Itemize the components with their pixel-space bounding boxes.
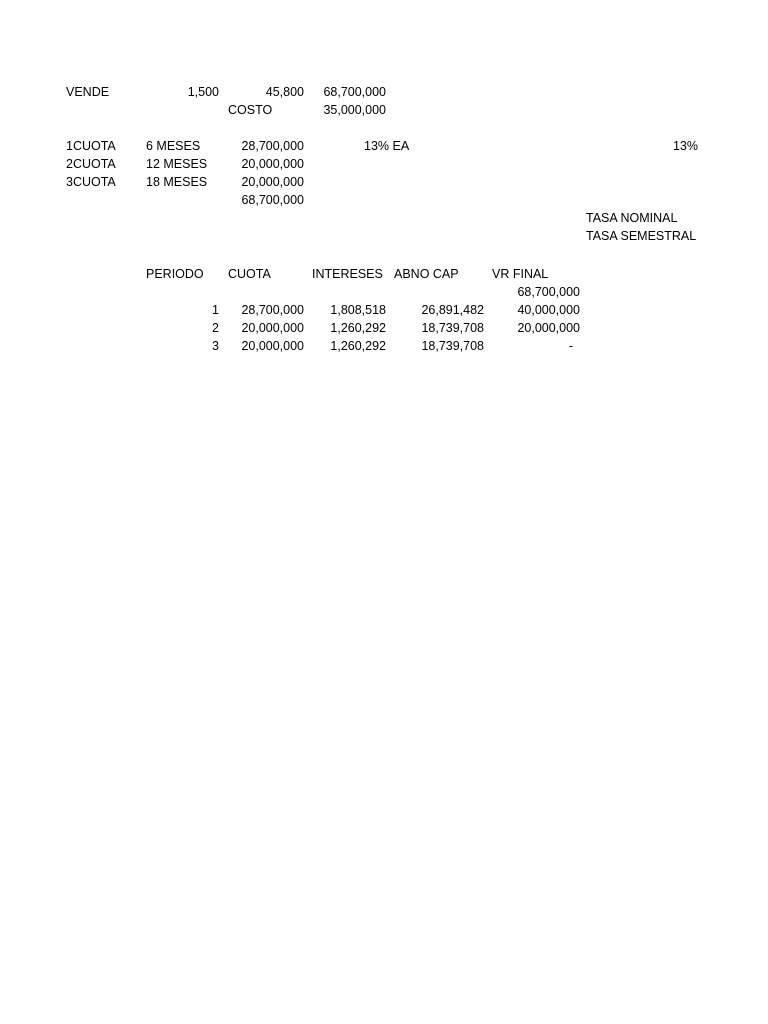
- table-cell-periodo: 2: [212, 321, 219, 335]
- costo-label: COSTO: [228, 103, 273, 117]
- tasa-semestral-label: TASA SEMESTRAL: [586, 229, 697, 243]
- installment-amount: 28,700,000: [241, 139, 304, 153]
- installment-term: 12 MESES: [146, 157, 208, 171]
- table-cell-intereses: 1,260,292: [330, 321, 386, 335]
- table-cell-intereses: 1,260,292: [330, 339, 386, 353]
- table-cell-abono: 18,739,708: [421, 321, 484, 335]
- sale-total-value: 68,700,000: [323, 85, 386, 99]
- table-cell-periodo: 3: [212, 339, 219, 353]
- table-cell-periodo: 1: [212, 303, 219, 317]
- table-cell-cuota: 28,700,000: [241, 303, 304, 317]
- installment-amount: 20,000,000: [241, 175, 304, 189]
- table-cell-abono: 26,891,482: [421, 303, 484, 317]
- table-cell-final: 20,000,000: [517, 321, 580, 335]
- installment-label: 1CUOTA: [66, 139, 116, 153]
- table-cell-abono: 18,739,708: [421, 339, 484, 353]
- installment-amount: 20,000,000: [241, 157, 304, 171]
- table-cell-cuota: 20,000,000: [241, 339, 304, 353]
- header-vr-final: VR FINAL: [492, 267, 549, 281]
- header-cuota: CUOTA: [228, 267, 271, 281]
- ea-rate-label: 13% EA: [364, 139, 410, 153]
- tasa-nominal-label: TASA NOMINAL: [586, 211, 678, 225]
- vende-label: VENDE: [66, 85, 110, 99]
- header-periodo: PERIODO: [146, 267, 204, 281]
- rate-value: 13%: [672, 139, 698, 153]
- header-abono-cap: ABNO CAP: [394, 267, 459, 281]
- table-cell-final: -: [568, 339, 573, 353]
- installment-label: 2CUOTA: [66, 157, 116, 171]
- installment-label: 3CUOTA: [66, 175, 116, 189]
- table-cell-final: 40,000,000: [517, 303, 580, 317]
- opening-balance: 68,700,000: [517, 285, 580, 299]
- costo-value: 35,000,000: [323, 103, 386, 117]
- installments-total: 68,700,000: [241, 193, 304, 207]
- installment-term: 18 MESES: [146, 175, 208, 189]
- installment-term: 6 MESES: [146, 139, 201, 153]
- table-cell-cuota: 20,000,000: [241, 321, 304, 335]
- unit-price-value: 45,800: [265, 85, 304, 99]
- quantity-value: 1,500: [187, 85, 219, 99]
- header-intereses: INTERESES: [312, 267, 383, 281]
- table-cell-intereses: 1,808,518: [330, 303, 386, 317]
